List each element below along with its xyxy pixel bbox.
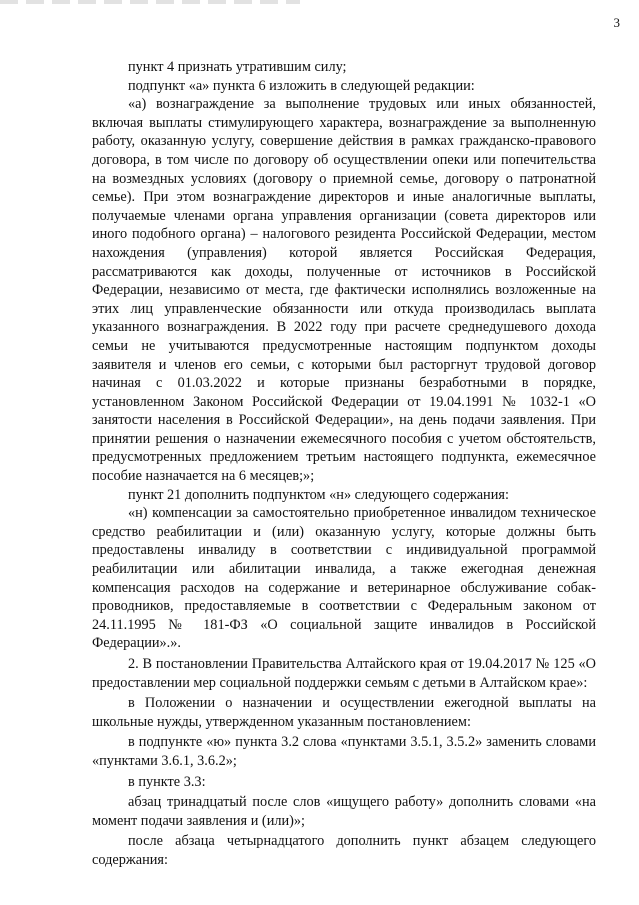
paragraph: абзац тринадцатый после слов «ищущего работу» дополнить словами «на момент подачи заявления и (или)»;	[92, 794, 596, 829]
paragraph: в подпункте «ю» пункта 3.2 слова «пунктами 3.5.1, 3.5.2» заменить словами «пунктами 3.6.1, 3.6.2»;	[92, 734, 596, 769]
paragraph: в Положении о назначении и осуществлении ежегодной выплаты на школьные нужды, утвержденном указанным постановлением:	[92, 695, 596, 730]
paragraph: пункт 4 признать утратившим силу;	[128, 59, 347, 75]
section-heading-paragraph: 2. В постановлении Правительства Алтайского края от 19.04.2017 № 125 «О предоставлении мер социальной поддержки семьям с детьми в Алтайском крае»:	[92, 656, 596, 691]
paragraph: пункт 21 дополнить подпунктом «н» следующего содержания:	[128, 486, 509, 503]
paragraph: подпункт «а» пункта 6 изложить в следующей редакции:	[128, 77, 475, 94]
paragraph: после абзаца четырнадцатого дополнить пункт абзацем следующего содержания:	[92, 833, 596, 868]
page-number: 3	[613, 15, 620, 30]
document-body	[92, 58, 596, 870]
paragraph: «а) вознаграждение за выполнение трудовых или иных обязанностей, включая выплаты стимулирующего характера, вознаграждение за выполненную работу, оказанную услугу, совершение действия в рамках гражданско-правового договора, в том числе по договору об осуществлении опеки или попечительства на возмездных условиях (договору о приемной семье, договору о патронатной семье). При этом вознаграждение директоров и иные аналогичные выплаты, получаемые членами органа управления организации (совета директоров или иного подобного органа) – налогового резидента Российской Федерации, местом нахождения (управления) которой является Российская Федерация, рассматриваются как доходы, полученные от источников в Российской Федерации, независимо от места, где фактически исполнялись возложенные на этих лиц управленческие обязанности или откуда производилась выплата указанного вознаграждения. В 2022 году при расчете среднедушевого дохода семьи не учитываются предусмотренные настоящим подпунктом доходы заявителя и членов его семьи, с которыми был расторгнут трудовой договор начиная с 01.03.2022 и которые признаны безработными в порядке, установленном Законом Российской Федерации от 19.04.1991 № 1032-1 «О занятости населения в Российской Федерации», на день подачи заявления. При принятии решения о назначении ежемесячного пособия с учетом обстоятельств, предусмотренных предложением третьим настоящего подпункта, ежемесячное пособие назначается на 6 месяцев;»;	[92, 96, 596, 485]
scan-artifact	[0, 0, 300, 4]
paragraph: «н) компенсации за самостоятельно приобретенное инвалидом техническое средство реабилитации и (или) оказанную услугу, которые должны быть предоставлены инвалиду в соответствии с индивидуальной программой реабилитации или абилитации инвалида, а также ежегодная денежная компенсация расходов на содержание и ветеринарное обслуживание собак-проводников, предоставляемые в соответствии с Федеральным законом от 24.11.1995 № 181-ФЗ «О социальной защите инвалидов в Российской Федерации».».	[92, 505, 596, 652]
paragraph: в пункте 3.3:	[128, 773, 206, 790]
